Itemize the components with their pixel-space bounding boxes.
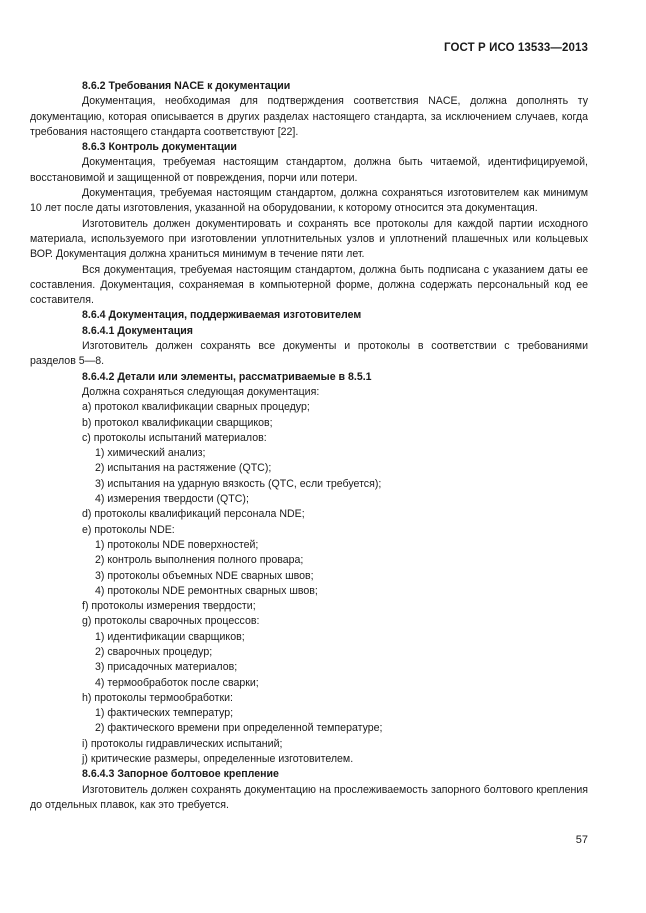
paragraph: Документация, требуемая настоящим стандартом, должна быть читаемой, идентифицируемой, восстановимой и защищенной от повреждения, порчи или потери. [30,156,588,184]
sub-list-item: 1) фактических температур; [95,707,234,720]
paragraph: Вся документация, требуемая настоящим стандартом, должна быть подписана с указанием даты ее составления. Документация, сохраняемая в компьютерной форме, должна содержать персональный код ее составителя. [30,263,588,307]
sub-list-item: 1) протоколы NDE поверхностей; [95,538,259,551]
list-item: i) протоколы гидравлических испытаний; [82,737,283,750]
page-content [30,79,588,813]
section-heading: 8.6.4.1 Документация [82,324,193,337]
list-item: h) протоколы термообработки: [82,691,233,704]
list-item: a) протокол квалификации сварных процедур; [82,401,310,414]
list-item: f) протоколы измерения твердости; [82,600,256,613]
paragraph: Документация, требуемая настоящим стандартом, должна сохраняться изготовителем как минимум 10 лет после даты изготовления, указанной на оборудовании, к которому относится эта документация. [30,187,588,215]
sub-list-item: 3) присадочных материалов; [95,661,238,674]
section-heading: 8.6.4 Документация, поддерживаемая изготовителем [82,309,362,322]
list-item: d) протоколы квалификаций персонала NDE; [82,508,305,521]
sub-list-item: 2) сварочных процедур; [95,645,213,658]
sub-list-item: 4) измерения твердости (QTC); [95,493,249,506]
page-number: 57 [575,834,588,846]
sub-list-item: 3) протоколы объемных NDE сварных швов; [95,569,314,582]
list-item: g) протоколы сварочных процессов: [82,615,260,628]
sub-list-item: 3) испытания на ударную вязкость (QTC, если требуется); [95,477,382,490]
list-item: c) протоколы испытаний материалов: [82,431,267,444]
section-heading: 8.6.2 Требования NACE к документации [82,80,291,92]
list-item: b) протокол квалификации сварщиков; [82,416,273,429]
list-item: Должна сохраняться следующая документация: [82,385,320,398]
paragraph: Изготовитель должен документировать и сохранять все протоколы для каждой партии исходного материала, используемого при изготовлении уплотнительных узлов и уплотнений плашечных или кольцевых ВОР. Документация должна храниться минимум в течение пяти лет. [30,217,588,261]
sub-list-item: 1) химический анализ; [95,447,206,460]
paragraph: Изготовитель должен сохранять документацию на прослеживаемость запорного болтового крепления до отдельных плавок, как это требуется. [30,783,588,811]
paragraph: Документация, необходимая для подтверждения соответствия NACE, должна дополнять ту документацию, которая описывается в других разделах настоящего стандарта, за исключением случаев, когда требования настоящего стандарта соответствуют [22]. [30,95,588,138]
paragraph: Изготовитель должен сохранять все документы и протоколы в соответствии с требованиями разделов 5—8. [30,340,588,368]
section-heading: 8.6.4.3 Запорное болтовое крепление [82,768,279,781]
list-item: j) критические размеры, определенные изготовителем. [82,753,354,766]
sub-list-item: 4) термообработок после сварки; [95,676,259,689]
sub-list-item: 2) фактического времени при определенной температуре; [95,722,383,735]
sub-list-item: 4) протоколы NDE ремонтных сварных швов; [95,584,318,597]
section-heading: 8.6.4.2 Детали или элементы, рассматриваемые в 8.5.1 [82,370,372,383]
sub-list-item: 1) идентификации сварщиков; [95,630,245,643]
list-item: e) протоколы NDE: [82,523,175,536]
sub-list-item: 2) контроль выполнения полного провара; [95,554,304,567]
section-heading: 8.6.3 Контроль документации [82,141,237,154]
running-header: ГОСТ Р ИСО 13533—2013 [443,42,588,54]
sub-list-item: 2) испытания на растяжение (QTC); [95,462,272,475]
